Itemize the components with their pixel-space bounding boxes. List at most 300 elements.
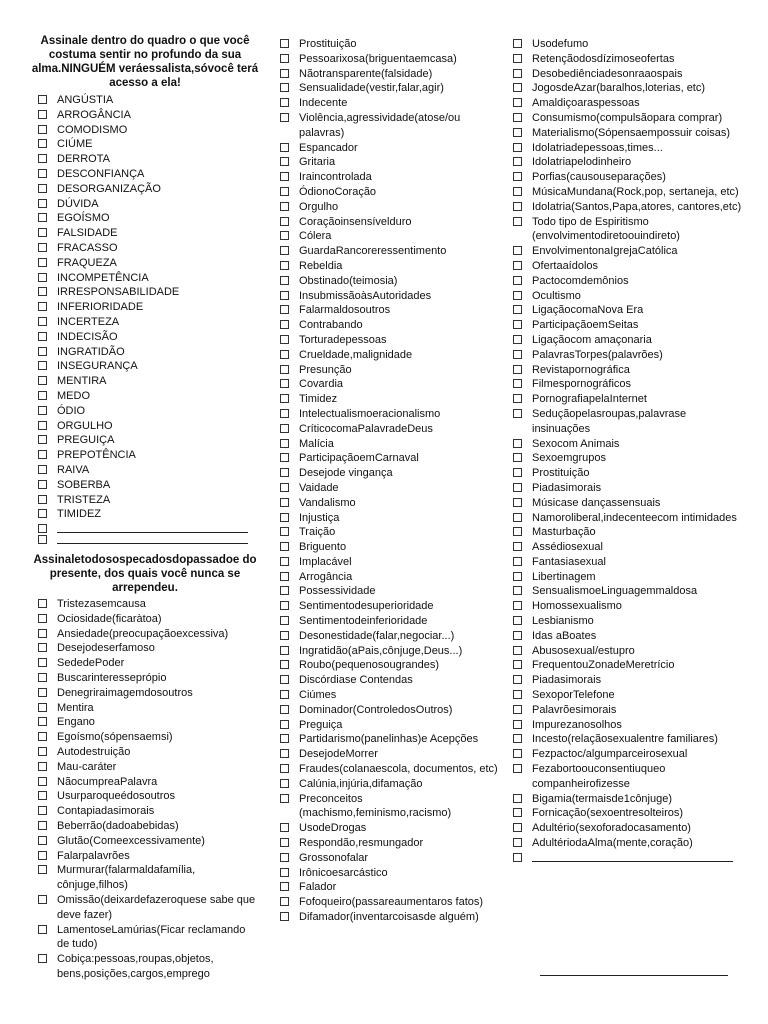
checklist-item	[272, 96, 504, 111]
checkbox[interactable]	[38, 110, 47, 119]
checklist-item-label: Materialismo(Sópensaempossuir coisas)	[532, 126, 731, 139]
checkbox[interactable]	[513, 586, 522, 595]
checkbox[interactable]	[280, 720, 289, 729]
checkbox[interactable]	[280, 794, 289, 803]
checkbox[interactable]	[513, 660, 522, 669]
checkbox[interactable]	[513, 794, 522, 803]
checkbox[interactable]	[513, 853, 522, 862]
checkbox[interactable]	[38, 717, 47, 726]
checklist-item	[30, 389, 260, 404]
checklist-item	[272, 525, 504, 540]
checklist-item-label: Prostituição	[532, 467, 590, 480]
checkbox[interactable]	[38, 347, 47, 356]
checkbox[interactable]	[513, 734, 522, 743]
checkbox[interactable]	[280, 424, 289, 433]
checklist-item-label: Indecente	[299, 97, 348, 110]
checklist-item	[30, 182, 260, 197]
checklist-item-label: Nãotransparente(falsidade)	[299, 67, 433, 80]
checkbox[interactable]	[280, 320, 289, 329]
checklist-item-label: Prostituição	[299, 38, 357, 50]
checkbox[interactable]	[38, 865, 47, 874]
checkbox[interactable]	[280, 246, 289, 255]
checkbox[interactable]	[513, 646, 522, 655]
checklist-item-label: Difamador(inventarcoisasde alguém)	[299, 911, 479, 924]
checklist-item	[30, 493, 260, 508]
checkbox[interactable]	[38, 213, 47, 222]
checklist-item	[272, 688, 504, 703]
checkbox[interactable]	[280, 483, 289, 492]
blank-checklist-item	[30, 522, 260, 533]
checkbox[interactable]	[38, 317, 47, 326]
checkbox[interactable]	[38, 332, 47, 341]
checklist-item	[505, 525, 745, 540]
checklist-item-label: INSEGURANÇA	[57, 360, 138, 373]
checklist-item-label: Homossexualismo	[532, 600, 622, 613]
checkbox[interactable]	[38, 421, 47, 430]
checklist-item	[505, 614, 745, 629]
checkbox[interactable]	[38, 851, 47, 860]
checklist-item-label: EGOÍSMO	[57, 212, 110, 225]
checkbox[interactable]	[38, 406, 47, 415]
checklist-item	[505, 333, 745, 348]
checkbox[interactable]	[38, 302, 47, 311]
checkbox[interactable]	[513, 690, 522, 699]
checkbox[interactable]	[280, 557, 289, 566]
checkbox[interactable]	[513, 498, 522, 507]
checklist-item-label: Impurezanosolhos	[532, 718, 622, 731]
checklist-item-label: Fornicação(sexoentresolteiros)	[532, 807, 684, 820]
checkbox[interactable]	[38, 762, 47, 771]
checkbox[interactable]	[280, 527, 289, 536]
checklist-item-label: Obstinado(teimosia)	[299, 274, 398, 287]
checklist-item-label: Cobiça:pessoas,roupas,objetos, bens,posições,cargos,emprego	[57, 953, 214, 980]
checklist-item-label: Grossonofalar	[299, 851, 369, 864]
checkbox[interactable]	[280, 764, 289, 773]
checkbox[interactable]	[38, 361, 47, 370]
checkbox[interactable]	[280, 912, 289, 921]
checkbox[interactable]	[38, 139, 47, 148]
checklist-item	[30, 463, 260, 478]
checkbox[interactable]	[513, 823, 522, 832]
checkbox[interactable]	[280, 572, 289, 581]
checkbox[interactable]	[280, 172, 289, 181]
checklist-item-label: INCOMPETÊNCIA	[57, 271, 149, 284]
checklist-item	[30, 849, 260, 864]
checkbox[interactable]	[280, 868, 289, 877]
checkbox[interactable]	[513, 305, 522, 314]
checklist-item	[505, 155, 745, 170]
checkbox[interactable]	[280, 646, 289, 655]
checklist-item-label: Retençãodosdízimoseofertas	[532, 52, 675, 65]
checkbox[interactable]	[513, 291, 522, 300]
checklist-item-label: AdultériodaAlma(mente,coração)	[532, 837, 693, 850]
checkbox[interactable]	[513, 157, 522, 166]
checklist-item	[272, 762, 504, 777]
checkbox[interactable]	[513, 838, 522, 847]
checklist-item	[272, 821, 504, 836]
checkbox[interactable]	[513, 616, 522, 625]
checklist-item-label: Omissão(deixardefazeroquese sabe que deve fazer)	[57, 893, 256, 921]
checkbox[interactable]	[280, 379, 289, 388]
checkbox[interactable]	[280, 586, 289, 595]
checkbox[interactable]	[513, 764, 522, 773]
checkbox[interactable]	[513, 350, 522, 359]
checkbox[interactable]	[38, 629, 47, 638]
checklist-item-label: Briguento	[299, 541, 347, 554]
checkbox[interactable]	[38, 673, 47, 682]
checklist-item	[272, 422, 504, 437]
checklist-item	[505, 407, 745, 437]
checklist-item-label: SensualismoeLinguagemmaldosa	[532, 585, 698, 598]
checkbox[interactable]	[38, 821, 47, 830]
checklist-item	[272, 511, 504, 526]
checkbox[interactable]	[513, 261, 522, 270]
checkbox[interactable]	[513, 143, 522, 152]
checklist-item	[30, 715, 260, 730]
checklist-item	[505, 570, 745, 585]
checklist-item	[272, 200, 504, 215]
checkbox[interactable]	[513, 217, 522, 226]
checkbox[interactable]	[280, 882, 289, 891]
checkbox[interactable]	[280, 69, 289, 78]
checkbox[interactable]	[38, 125, 47, 134]
checkbox[interactable]	[513, 69, 522, 78]
checklist-item-label: Libertinagem	[532, 570, 596, 583]
checkbox[interactable]	[280, 54, 289, 63]
checkbox[interactable]	[280, 83, 289, 92]
checkbox[interactable]	[513, 394, 522, 403]
checkbox[interactable]	[38, 614, 47, 623]
checkbox[interactable]	[280, 143, 289, 152]
checkbox[interactable]	[38, 287, 47, 296]
checkbox[interactable]	[513, 113, 522, 122]
checkbox[interactable]	[38, 524, 47, 533]
checkbox[interactable]	[38, 703, 47, 712]
checkbox[interactable]	[280, 675, 289, 684]
checkbox[interactable]	[280, 98, 289, 107]
checklist-item-label: FrequentouZonadeMeretrício	[532, 659, 675, 672]
checkbox[interactable]	[38, 199, 47, 208]
checklist-item-label: FALSIDADE	[57, 227, 118, 240]
checkbox[interactable]	[280, 779, 289, 788]
checkbox[interactable]	[38, 925, 47, 934]
checkbox[interactable]	[513, 187, 522, 196]
checklist-item	[505, 244, 745, 259]
checklist-item-label: Pessoarixosa(briguentaemcasa)	[299, 52, 457, 65]
checkbox[interactable]	[280, 291, 289, 300]
checkbox[interactable]	[38, 732, 47, 741]
checkbox[interactable]	[513, 527, 522, 536]
checklist-item-label: Músicase dançassensuais	[532, 496, 661, 509]
checklist-item	[272, 614, 504, 629]
checkbox[interactable]	[513, 483, 522, 492]
checklist-item	[272, 703, 504, 718]
checklist-item-label: Respondão,resmungador	[299, 837, 424, 850]
checkbox[interactable]	[38, 791, 47, 800]
checkbox[interactable]	[280, 365, 289, 374]
checklist-item	[30, 863, 260, 893]
checklist-item-label: FRAQUEZA	[57, 256, 117, 269]
checklist-item	[505, 318, 745, 333]
checkbox[interactable]	[280, 616, 289, 625]
checklist-item	[30, 701, 260, 716]
checkbox[interactable]	[513, 320, 522, 329]
checklist-item	[30, 641, 260, 656]
sins-instructions: Assinaletodosospecadosdopassadoe do presente, dos quais você nunca se arrependeu.	[33, 554, 257, 594]
checklist-item	[272, 658, 504, 673]
checkbox[interactable]	[38, 169, 47, 178]
checkbox[interactable]	[38, 747, 47, 756]
checkbox[interactable]	[513, 276, 522, 285]
checkbox[interactable]	[38, 228, 47, 237]
checklist-item-label: Falarpalavrões	[57, 849, 130, 862]
checkbox[interactable]	[513, 246, 522, 255]
checklist-item-label: RAIVA	[57, 463, 90, 476]
checklist-item	[30, 123, 260, 138]
checklist-item-label: Contapiadasimorais	[57, 805, 155, 818]
checkbox[interactable]	[38, 954, 47, 963]
checklist-item	[272, 496, 504, 511]
checklist-item-label: Assédiosexual	[532, 541, 603, 554]
checkbox[interactable]	[38, 658, 47, 667]
checklist-item	[30, 197, 260, 212]
checklist-item	[272, 185, 504, 200]
checkbox[interactable]	[38, 465, 47, 474]
checkbox[interactable]	[38, 495, 47, 504]
checkbox[interactable]	[38, 391, 47, 400]
checklist-item-label: Piadasimorais	[532, 481, 602, 494]
checkbox[interactable]	[280, 853, 289, 862]
checkbox[interactable]	[38, 435, 47, 444]
checklist-item	[30, 760, 260, 775]
checklist-item	[505, 718, 745, 733]
checklist-item-label: GuardaRancoreressentimento	[299, 245, 447, 258]
checkbox[interactable]	[280, 439, 289, 448]
checklist-item	[30, 686, 260, 701]
checkbox[interactable]	[513, 98, 522, 107]
checkbox[interactable]	[513, 705, 522, 714]
checklist-item	[272, 363, 504, 378]
checkbox[interactable]	[513, 675, 522, 684]
checkbox[interactable]	[280, 350, 289, 359]
sins-list-3	[505, 37, 745, 862]
checklist-item	[30, 108, 260, 123]
checklist-item-label: Violência,agressividade(atose/ou palavras)	[299, 111, 461, 139]
checkbox[interactable]	[513, 631, 522, 640]
checklist-item-label: Palavrõesimorais	[532, 703, 617, 716]
checklist-item	[272, 244, 504, 259]
checklist-item-label: Usurparoqueédosoutros	[57, 790, 176, 803]
checkbox[interactable]	[38, 243, 47, 252]
checkbox[interactable]	[38, 154, 47, 163]
checklist-item	[30, 671, 260, 686]
checkbox[interactable]	[513, 379, 522, 388]
checklist-item-label: Ciúmes	[299, 689, 337, 702]
write-in-line[interactable]	[532, 851, 733, 862]
checkbox[interactable]	[280, 217, 289, 226]
checkbox[interactable]	[513, 542, 522, 551]
checkbox[interactable]	[513, 513, 522, 522]
checkbox[interactable]	[513, 54, 522, 63]
checklist-item	[505, 481, 745, 496]
checkbox[interactable]	[38, 688, 47, 697]
checkbox[interactable]	[38, 184, 47, 193]
checkbox[interactable]	[38, 376, 47, 385]
checkbox[interactable]	[513, 365, 522, 374]
checklist-item-label: Ingratidão(aPais,cônjuge,Deus...)	[299, 644, 463, 657]
checkbox[interactable]	[280, 823, 289, 832]
checkbox[interactable]	[280, 113, 289, 122]
checklist-item	[30, 893, 260, 923]
checkbox[interactable]	[513, 601, 522, 610]
checkbox[interactable]	[280, 498, 289, 507]
checklist-item-label: PornografiapelaInternet	[532, 393, 647, 406]
write-in-line[interactable]	[57, 522, 248, 533]
checkbox[interactable]	[513, 409, 522, 418]
checklist-item	[30, 374, 260, 389]
checklist-item	[272, 229, 504, 244]
checkbox[interactable]	[280, 838, 289, 847]
checklist-item	[505, 555, 745, 570]
checklist-item-label: Porfias(causouseparações)	[532, 171, 666, 184]
checkbox[interactable]	[280, 749, 289, 758]
checkbox[interactable]	[280, 261, 289, 270]
checklist-item	[272, 599, 504, 614]
checklist-item	[30, 300, 260, 315]
checkbox[interactable]	[280, 631, 289, 640]
checkbox[interactable]	[38, 450, 47, 459]
checkbox[interactable]	[38, 480, 47, 489]
checkbox[interactable]	[513, 335, 522, 344]
checklist-item	[272, 377, 504, 392]
checkbox[interactable]	[280, 305, 289, 314]
checkbox[interactable]	[513, 572, 522, 581]
checklist-item-label: Intelectualismoeracionalismo	[299, 407, 441, 420]
checkbox[interactable]	[513, 468, 522, 477]
checkbox[interactable]	[38, 509, 47, 518]
checklist-item	[505, 303, 745, 318]
checkbox[interactable]	[513, 83, 522, 92]
checkbox[interactable]	[38, 95, 47, 104]
checklist-item-label: JogosdeAzar(baralhos,loterias, etc)	[532, 82, 706, 95]
checklist-item	[30, 137, 260, 152]
checkbox[interactable]	[513, 808, 522, 817]
checkbox[interactable]	[280, 157, 289, 166]
checkbox[interactable]	[38, 599, 47, 608]
checklist-item-label: Fezabortoouconsentiuqueo companheirofizesse	[532, 763, 666, 790]
checklist-item-label: Amaldiçoaraspessoas	[532, 97, 640, 110]
checklist-item-label: SOBERBA	[57, 478, 111, 491]
checklist-item	[272, 81, 504, 96]
checkbox[interactable]	[38, 273, 47, 282]
checklist-item	[505, 496, 745, 511]
checklist-item	[505, 466, 745, 481]
checklist-item-label: MENTIRA	[57, 375, 107, 388]
checklist-item	[272, 318, 504, 333]
checkbox[interactable]	[513, 39, 522, 48]
checkbox[interactable]	[38, 258, 47, 267]
checkbox[interactable]	[280, 202, 289, 211]
checklist-item	[505, 511, 745, 526]
checkbox[interactable]	[280, 660, 289, 669]
write-in-line[interactable]	[57, 533, 248, 544]
checklist-item	[30, 507, 260, 522]
checklist-item-label: Crueldade,malignidade	[299, 348, 413, 361]
checklist-item-label: TRISTEZA	[57, 493, 111, 506]
checklist-item-label: DESCONFIANÇA	[57, 167, 145, 180]
checkbox[interactable]	[280, 394, 289, 403]
checkbox[interactable]	[513, 439, 522, 448]
checklist-item	[272, 777, 504, 792]
checkbox[interactable]	[513, 720, 522, 729]
checkbox[interactable]	[280, 690, 289, 699]
checklist-item-label: IRRESPONSABILIDADE	[57, 286, 180, 299]
checkbox[interactable]	[38, 895, 47, 904]
checklist-item	[505, 732, 745, 747]
checklist-item-label: Denegriraimagemdosoutros	[57, 686, 193, 699]
checkbox[interactable]	[513, 453, 522, 462]
checklist-item	[505, 836, 745, 851]
checkbox[interactable]	[280, 897, 289, 906]
checkbox[interactable]	[280, 409, 289, 418]
checkbox[interactable]	[280, 276, 289, 285]
checklist-item-label: LigaçãocomaNova Era	[532, 304, 644, 317]
checkbox[interactable]	[38, 777, 47, 786]
checklist-item	[272, 67, 504, 82]
checkbox[interactable]	[280, 39, 289, 48]
checklist-item-label: MEDO	[57, 389, 90, 402]
checklist-item	[505, 111, 745, 126]
checklist-item-label: Fantasiasexual	[532, 555, 606, 568]
checkbox[interactable]	[513, 202, 522, 211]
checkbox[interactable]	[513, 557, 522, 566]
checkbox[interactable]	[513, 128, 522, 137]
checkbox[interactable]	[38, 535, 47, 544]
checklist-item-label: Autodestruição	[57, 745, 131, 758]
checklist-item	[272, 747, 504, 762]
checkbox[interactable]	[280, 453, 289, 462]
checkbox[interactable]	[280, 187, 289, 196]
checkbox[interactable]	[280, 513, 289, 522]
checkbox[interactable]	[280, 734, 289, 743]
checklist-item	[505, 37, 745, 52]
checkbox[interactable]	[38, 643, 47, 652]
checklist-item	[505, 792, 745, 807]
checklist-item-label: Partidarismo(panelinhas)e Acepções	[299, 733, 479, 746]
checklist-item-label: LamentoseLamúrias(Ficar reclamando de tudo)	[57, 923, 246, 951]
checklist-item	[505, 377, 745, 392]
checkbox[interactable]	[513, 749, 522, 758]
checklist-item	[272, 481, 504, 496]
checkbox[interactable]	[280, 231, 289, 240]
blank-write-in-line[interactable]	[540, 975, 728, 976]
checkbox[interactable]	[280, 542, 289, 551]
checkbox[interactable]	[38, 836, 47, 845]
checkbox[interactable]	[280, 705, 289, 714]
checklist-item	[30, 478, 260, 493]
checkbox[interactable]	[280, 468, 289, 477]
checklist-item-label: Mentira	[57, 701, 94, 714]
checkbox[interactable]	[280, 335, 289, 344]
checkbox[interactable]	[280, 601, 289, 610]
checklist-item-label: Idolatriadepessoas,times...	[532, 141, 663, 154]
checkbox[interactable]	[38, 806, 47, 815]
checklist-item	[272, 570, 504, 585]
checklist-item	[272, 451, 504, 466]
checklist-item-label: Rebeldia	[299, 259, 343, 272]
checklist-item	[30, 612, 260, 627]
checkbox[interactable]	[513, 172, 522, 181]
